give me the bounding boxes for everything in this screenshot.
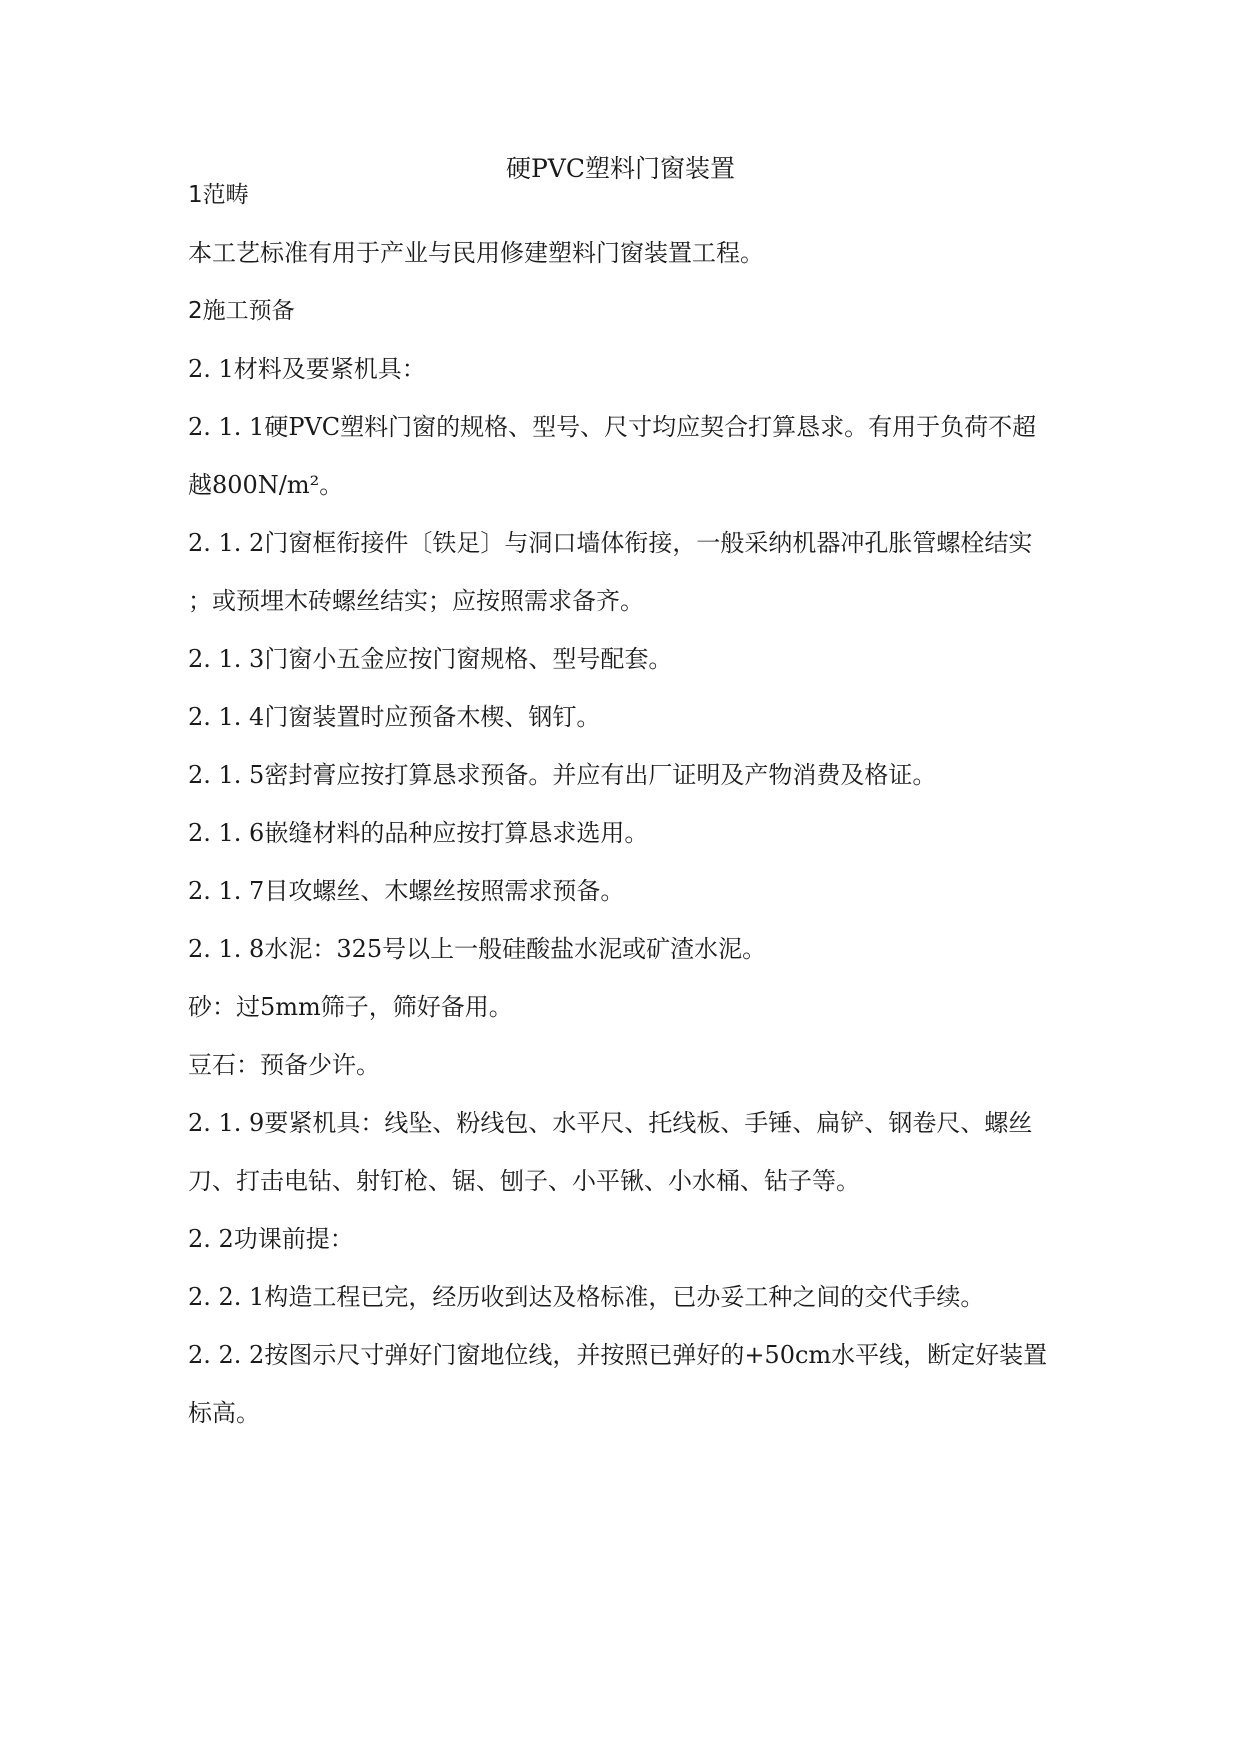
- paragraph-line: 2. 1. 3门窗小五金应按门窗规格、型号配套。: [188, 645, 673, 673]
- paragraph-line: 2. 1. 5密封膏应按打算恳求预备。并应有出厂证明及产物消费及格证。: [188, 761, 937, 789]
- paragraph-line: 2. 1. 8水泥：325号以上一般硅酸盐水泥或矿渣水泥。: [188, 935, 767, 963]
- paragraph-line: 2. 2. 2按图示尺寸弹好门窗地位线，并按照已弹好的+50cm水平线，断定好装置: [188, 1341, 1048, 1369]
- paragraph-line: 2. 1. 4门窗装置时应预备木楔、钢钉。: [188, 703, 601, 731]
- paragraph-line: 2. 1. 9要紧机具：线坠、粉线包、水平尺、托线板、手锤、扁铲、钢卷尺、螺丝: [188, 1109, 1033, 1137]
- paragraph-line: 豆石：预备少许。: [188, 1051, 380, 1079]
- section-heading-scope: 1范畴: [188, 182, 249, 208]
- paragraph-line: 2. 1. 2门窗框衔接件〔铁足〕与洞口墙体衔接，一般采纳机器冲孔胀管螺栓结实: [188, 529, 1033, 557]
- paragraph-line: 2. 1. 7目攻螺丝、木螺丝按照需求预备。: [188, 877, 625, 905]
- paragraph-line: 2. 1. 1硬PVC塑料门窗的规格、型号、尺寸均应契合打算恳求。有用于负荷不超: [188, 413, 1037, 441]
- paragraph-line: ；或预埋木砖螺丝结实；应按照需求备齐。: [188, 587, 644, 615]
- paragraph-line: 越800N/m²。: [188, 471, 344, 499]
- paragraph-line: 砂：过5mm筛子，筛好备用。: [188, 993, 513, 1021]
- paragraph-line: 2. 1材料及要紧机具：: [188, 355, 426, 383]
- paragraph-line: 本工艺标准有用于产业与民用修建塑料门窗装置工程。: [188, 239, 764, 267]
- section-heading-preparation: 2施工预备: [188, 298, 295, 324]
- paragraph-line: 标高。: [188, 1399, 260, 1427]
- paragraph-line: 刀、打击电钻、射钉枪、锯、刨子、小平锹、小水桶、钻子等。: [188, 1167, 860, 1195]
- paragraph-line: 2. 1. 6嵌缝材料的品种应按打算恳求选用。: [188, 819, 649, 847]
- paragraph-line: 2. 2功课前提：: [188, 1225, 354, 1253]
- paragraph-line: 2. 2. 1构造工程已完，经历收到达及格标准，已办妥工种之间的交代手续。: [188, 1283, 985, 1311]
- document-title: 硬PVC塑料门窗装置: [505, 154, 735, 183]
